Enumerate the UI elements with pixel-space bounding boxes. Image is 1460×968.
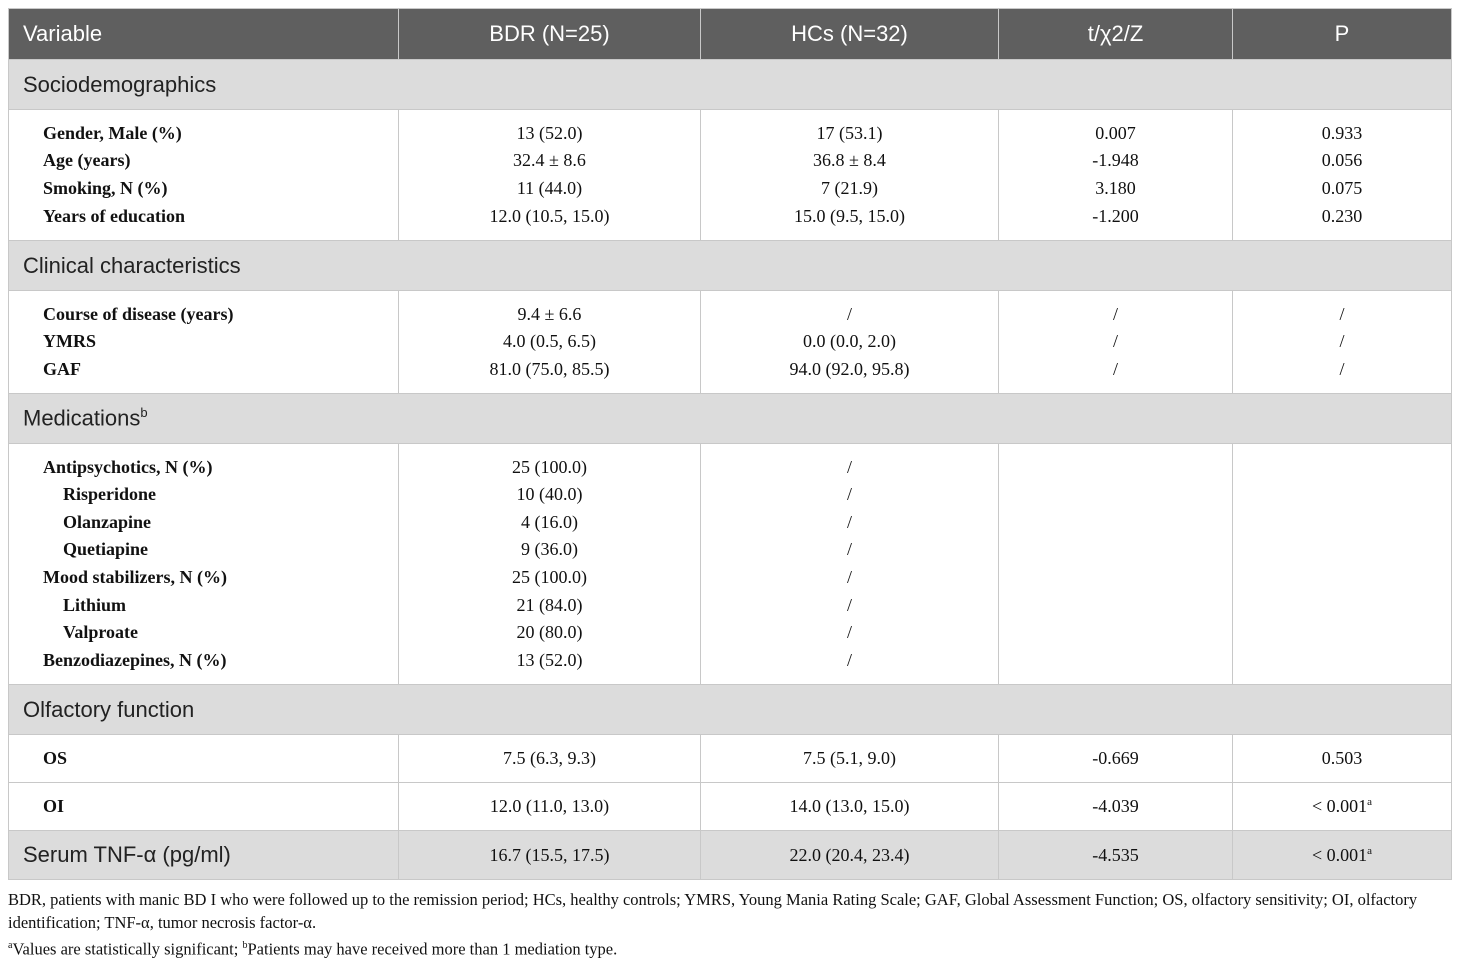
hcs-value: /	[846, 456, 852, 477]
header-hcs: HCs (N=32)	[701, 9, 999, 60]
hcs-value: 0.0 (0.0, 2.0)	[803, 331, 896, 352]
table-footnotes	[8, 888, 1452, 961]
bdr-value: 7.5 (6.3, 9.3)	[399, 735, 701, 783]
bdr-value: 12.0 (11.0, 13.0)	[399, 783, 701, 831]
bdr-value: 32.4 ± 8.6	[513, 150, 586, 171]
hcs-value: 7.5 (5.1, 9.0)	[701, 735, 999, 783]
section-clinical	[9, 241, 1452, 291]
stat-value: /	[1112, 331, 1118, 352]
row-label: Benzodiazepines, N (%)	[43, 649, 227, 670]
row-label: Antipsychotics, N (%)	[43, 456, 213, 477]
bdr-value: 13 (52.0)	[516, 649, 583, 670]
bdr-value: 20 (80.0)	[516, 622, 583, 643]
bdr-value: 4 (16.0)	[521, 511, 578, 532]
stat-value: -1.948	[1092, 150, 1139, 171]
bdr-value: 4.0 (0.5, 6.5)	[503, 331, 596, 352]
bdr-value: 25 (100.0)	[512, 456, 587, 477]
row-label: Mood stabilizers, N (%)	[43, 567, 227, 587]
section-title: Sociodemographics	[9, 60, 1452, 110]
section-title: Medications	[23, 405, 141, 431]
row-label: Course of disease (years)	[43, 303, 234, 324]
hcs-value: /	[846, 594, 852, 615]
header-stat: t/χ2/Z	[999, 9, 1233, 60]
row-label: YMRS	[43, 331, 96, 352]
p-value: 0.230	[1321, 205, 1363, 226]
abbreviations-note: BDR, patients with manic BD I who were followed up to the remission period; HCs, healthy controls; YMRS, Young Mania Rating Scale; GAF, Global Assessment Function; OS, olfactory sensitivity; OI, olfactory identification; TNF-α, tumor necrosis factor-α.	[8, 890, 1418, 932]
section-olfactory	[9, 685, 1452, 735]
bdr-value: 9.4 ± 6.6	[517, 303, 582, 324]
stat-empty-cell	[999, 444, 1233, 685]
stat-value: /	[1112, 303, 1118, 324]
table-header-row	[9, 9, 1452, 60]
section-title: Olfactory function	[9, 685, 1452, 735]
row-os	[9, 735, 1452, 783]
section-sociodemographics	[9, 60, 1452, 110]
stat-value: -1.200	[1092, 205, 1139, 226]
p-value: 0.503	[1233, 735, 1452, 783]
p-value: /	[1339, 358, 1345, 379]
row-label: Valproate	[63, 622, 139, 643]
row-label: Olanzapine	[63, 511, 152, 532]
row-label: Risperidone	[63, 484, 157, 505]
hcs-value: /	[846, 622, 852, 643]
footnote-mark: a	[1367, 844, 1373, 857]
bdr-value: 81.0 (75.0, 85.5)	[489, 358, 610, 379]
row-label: Serum TNF-α (pg/ml)	[9, 831, 399, 880]
hcs-value: /	[846, 484, 852, 505]
bdr-value: 12.0 (10.5, 15.0)	[489, 205, 610, 226]
row-label: GAF	[43, 358, 81, 379]
stat-value: -4.039	[999, 783, 1233, 831]
p-value: 0.056	[1321, 150, 1363, 171]
bdr-value: 25 (100.0)	[512, 567, 587, 587]
bdr-value: 13 (52.0)	[516, 122, 583, 143]
p-value: /	[1339, 303, 1345, 324]
p-value: /	[1339, 331, 1345, 352]
header-p: P	[1233, 9, 1452, 60]
hcs-value: 15.0 (9.5, 15.0)	[794, 205, 905, 226]
section-title: Clinical characteristics	[9, 241, 1452, 291]
bdr-value: 16.7 (15.5, 17.5)	[399, 831, 701, 880]
hcs-value: /	[846, 567, 852, 587]
bdr-value: 21 (84.0)	[516, 594, 583, 615]
block-medications	[9, 444, 1452, 685]
row-label: Smoking, N (%)	[43, 178, 168, 198]
stat-value: -0.669	[999, 735, 1233, 783]
hcs-value: /	[846, 511, 852, 532]
block-sociodemographics	[9, 110, 1452, 241]
row-label: OS	[9, 735, 399, 783]
p-value: < 0.001	[1311, 796, 1368, 816]
stat-value: -4.535	[999, 831, 1233, 880]
results-table	[8, 8, 1452, 880]
hcs-value: 22.0 (20.4, 23.4)	[701, 831, 999, 880]
footnote-mark: b	[140, 405, 148, 421]
p-empty-cell	[1233, 444, 1452, 685]
footnote-mark: a	[1367, 796, 1373, 808]
hcs-value: 36.8 ± 8.4	[813, 150, 886, 171]
p-value: 0.933	[1321, 122, 1363, 143]
hcs-value: /	[846, 539, 852, 560]
hcs-value: 17 (53.1)	[816, 122, 883, 143]
hcs-value: 14.0 (13.0, 15.0)	[701, 783, 999, 831]
significance-note: $^a$Values are statistically significant; $^b$Patients may have received more than 1 mediation type.	[8, 939, 618, 959]
p-value: 0.075	[1321, 178, 1363, 198]
row-label: Gender, Male (%)	[43, 122, 182, 143]
hcs-value: /	[846, 303, 852, 324]
stat-value: /	[1112, 358, 1118, 379]
row-label: Quetiapine	[63, 539, 149, 560]
row-label: Lithium	[63, 594, 127, 615]
section-medications	[9, 394, 1452, 444]
bdr-value: 9 (36.0)	[521, 539, 578, 560]
row-label: Age (years)	[43, 150, 131, 171]
header-variable: Variable	[9, 9, 399, 60]
row-label: OI	[9, 783, 399, 831]
block-clinical	[9, 291, 1452, 394]
stat-value: 3.180	[1095, 178, 1136, 198]
row-label: Years of education	[43, 205, 185, 226]
row-tnf	[9, 831, 1452, 880]
row-oi	[9, 783, 1452, 831]
stat-value: 0.007	[1095, 122, 1136, 143]
hcs-value: 94.0 (92.0, 95.8)	[789, 358, 910, 379]
hcs-value: /	[846, 649, 852, 670]
bdr-value: 10 (40.0)	[516, 484, 583, 505]
header-bdr: BDR (N=25)	[399, 9, 701, 60]
bdr-value: 11 (44.0)	[516, 178, 583, 198]
hcs-value: 7 (21.9)	[821, 178, 878, 198]
p-value: < 0.001	[1311, 844, 1368, 865]
